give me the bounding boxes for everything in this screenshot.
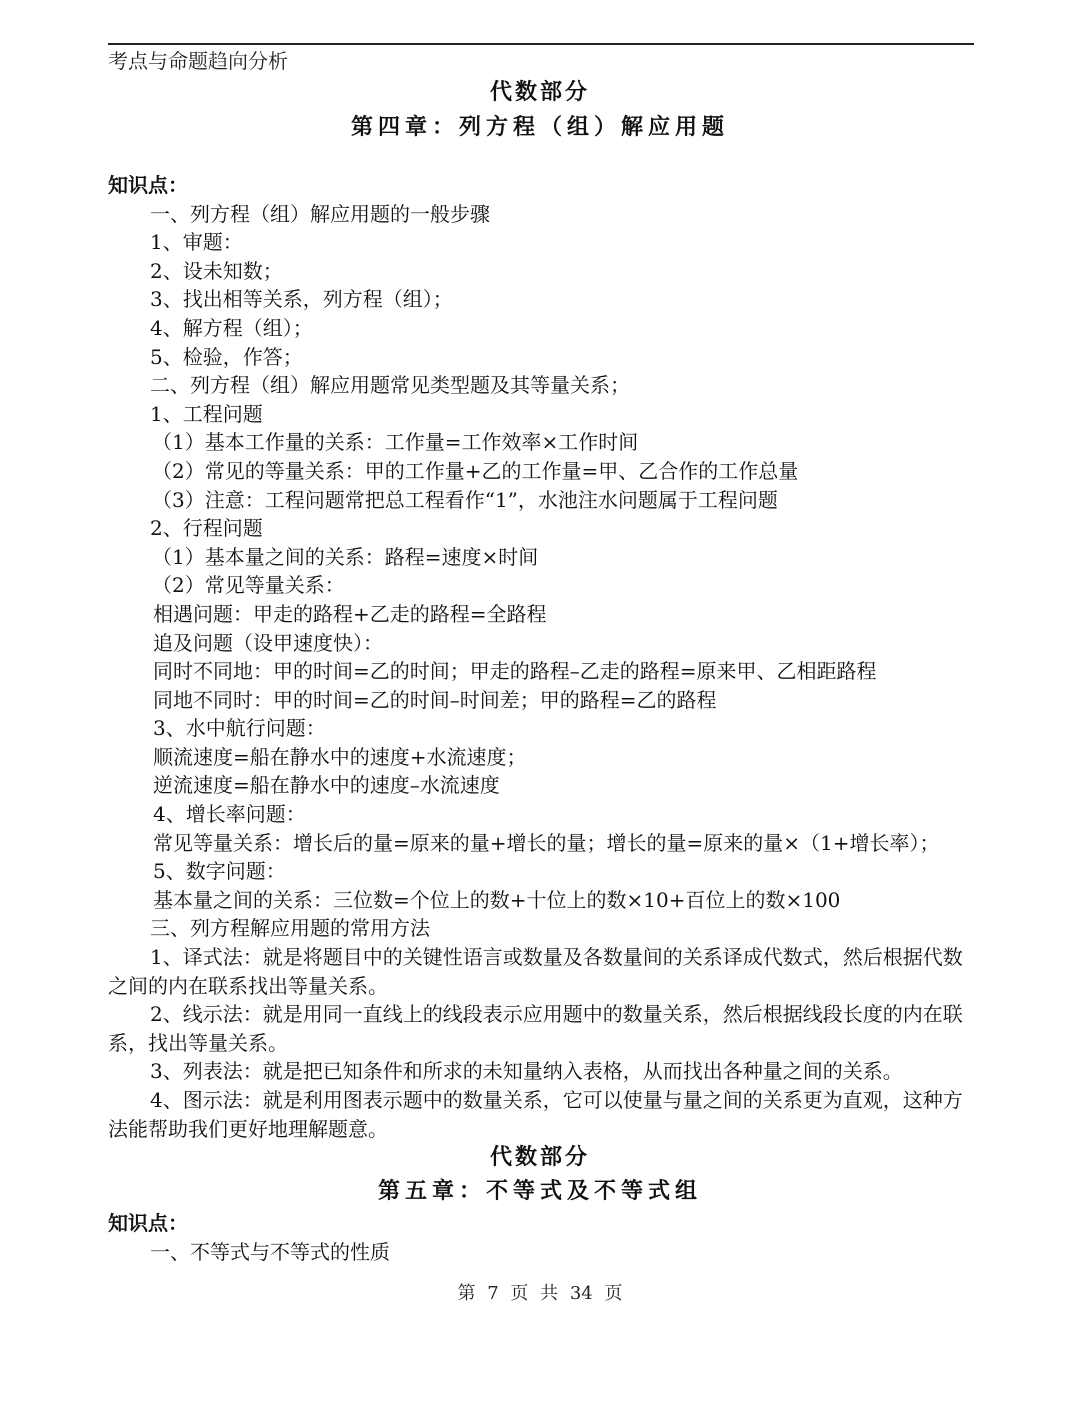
text-line: 3、水中航行问题： [153,716,326,741]
text-line: 2、设未知数； [150,258,283,283]
chapter-title-2: 第五章：不等式及不等式组 [377,1178,702,1204]
text-line: 同时不同地：甲的时间=乙的时间；甲走的路程–乙走的路程=原来甲、乙相距路程 [153,659,877,684]
part-title-2: 代数部分 [489,1144,590,1170]
chapter-title: 第四章：列方程（组）解应用题 [350,114,729,140]
header-rule [108,43,974,45]
text-line: 同地不同时：甲的时间=乙的时间–时间差；甲的路程=乙的路程 [153,687,717,712]
text-line: 5、检验，作答； [150,344,303,369]
knowledge-label-2: 知识点： [108,1211,188,1235]
text-line: 一、不等式与不等式的性质 [150,1239,390,1264]
paragraph: 2、线示法：就是用同一直线上的线段表示应用题中的数量关系，然后根据线段长度的内在联系，找出等量关系。 [108,1002,963,1055]
text-line: 4、解方程（组）； [150,315,313,340]
text-line: 1、审题： [150,230,243,255]
text-line: 4、增长率问题： [153,802,306,827]
text-line: 逆流速度=船在静水中的速度–水流速度 [153,773,500,798]
paragraph: 1、译式法：就是将题目中的关键性语言或数量及各数量间的关系译成代数式，然后根据代数之间的内在联系找出等量关系。 [108,945,963,998]
part-title: 代数部分 [489,79,590,105]
text-line: 基本量之间的关系：三位数=个位上的数+十位上的数×10+百位上的数×100 [153,887,841,912]
text-line: （2）常见等量关系： [152,573,345,598]
text-line: （2）常见的等量关系：甲的工作量+乙的工作量=甲、乙合作的工作总量 [152,458,799,483]
page-footer: 第 7 页 共 34 页 [457,1283,623,1304]
section-body [108,171,974,1143]
paragraph: 4、图示法：就是利用图表示题中的数量关系，它可以使量与量之间的关系更为直观，这种方法能帮助我们更好地理解题意。 [108,1088,963,1141]
text-line: 2、行程问题 [150,516,263,541]
running-header: 考点与命题趋向分析 [108,49,288,73]
knowledge-label: 知识点： [108,173,188,197]
text-line: 二、列方程（组）解应用题常见类型题及其等量关系； [150,373,630,398]
text-line: 常见等量关系：增长后的量=原来的量+增长的量；增长的量=原来的量×（1+增长率）； [153,830,940,855]
text-line: （1）基本工作量的关系：工作量=工作效率×工作时间 [152,430,639,455]
paragraph: 3、列表法：就是把已知条件和所求的未知量纳入表格，从而找出各种量之间的关系。 [150,1059,903,1084]
text-line: 5、数字问题： [153,859,286,884]
text-line: 3、找出相等关系，列方程（组）； [150,287,453,312]
text-line: 三、列方程解应用题的常用方法 [150,916,430,941]
text-line: （1）基本量之间的关系：路程=速度×时间 [152,544,539,569]
text-line: 顺流速度=船在静水中的速度+水流速度； [153,744,527,769]
text-line: 追及问题（设甲速度快）： [153,630,383,655]
text-line: 相遇问题：甲走的路程+乙走的路程=全路程 [153,601,547,626]
text-line: 一、列方程（组）解应用题的一般步骤 [150,201,490,226]
text-line: （3）注意：工程问题常把总工程看作“1”，水池注水问题属于工程问题 [152,487,778,512]
text-line: 1、工程问题 [150,401,263,426]
section-body-2 [108,1209,974,1266]
